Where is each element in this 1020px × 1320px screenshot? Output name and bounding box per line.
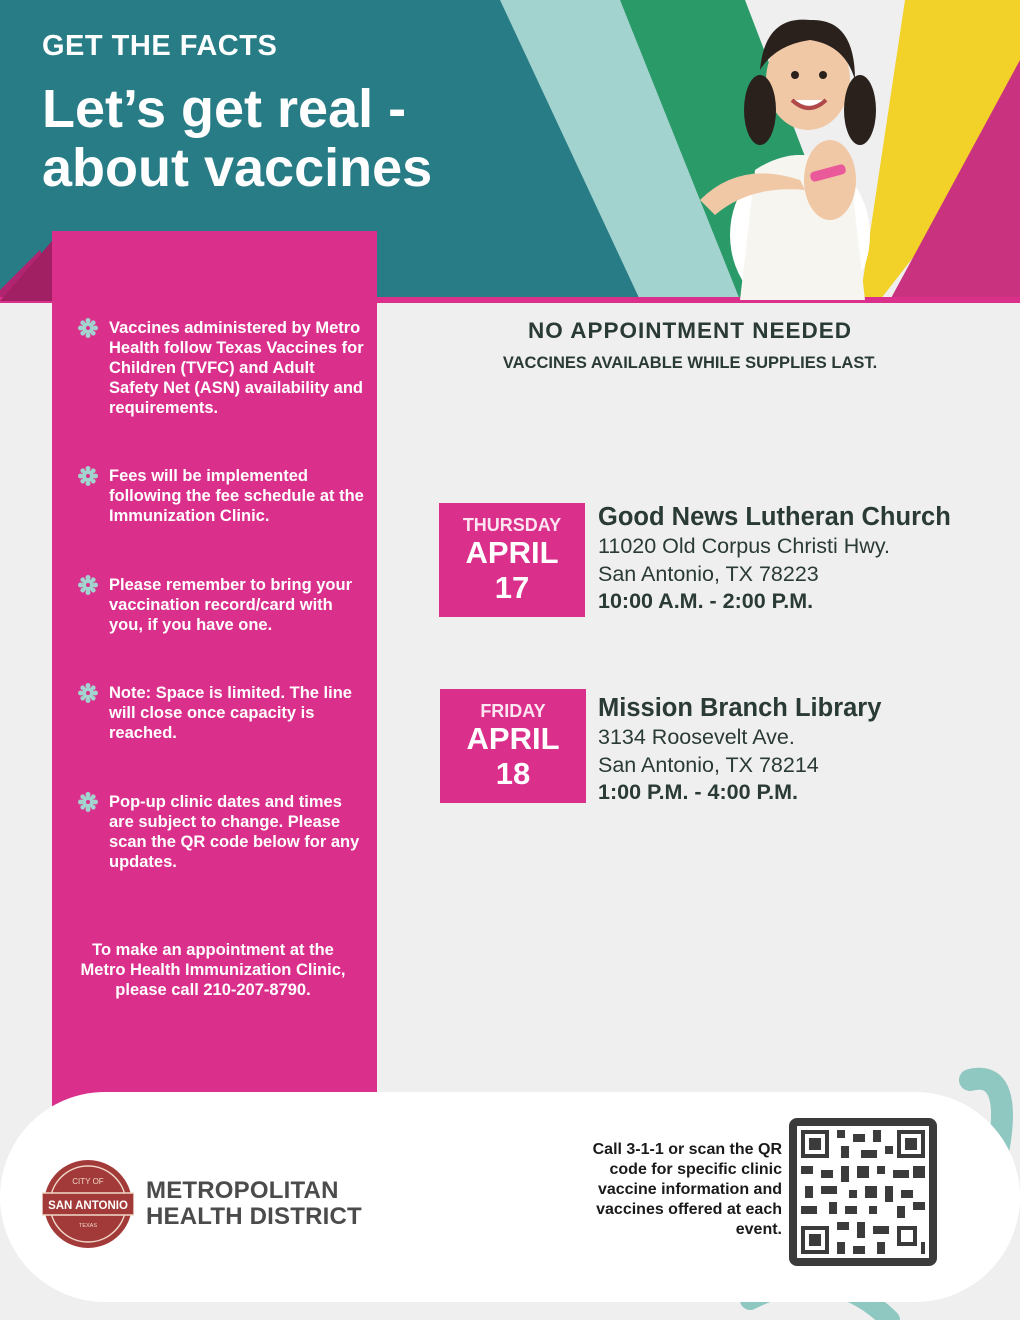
event-day: FRIDAY [480, 701, 546, 721]
org-line-1: METROPOLITAN [146, 1177, 339, 1204]
no-appointment-heading: NO APPOINTMENT NEEDED [528, 318, 852, 343]
bullet-text: Vaccines administered by Metro Health follow Texas Vaccines for Children (TVFC) and Adult Safety Net (ASN) availability and requirements. [109, 319, 364, 417]
appointment-note: To make an appointment at the Metro Health Immunization Clinic, please call 210-207-8790. [80, 941, 346, 999]
info-bullet [78, 575, 368, 635]
qr-code-icon[interactable] [789, 1118, 937, 1266]
event-day: THURSDAY [462, 515, 562, 535]
gear-bullet-icon [78, 466, 98, 486]
event-date: 18 [495, 756, 531, 791]
info-bullet [78, 683, 368, 743]
bullet-text: Note: Space is limited. The line will close once capacity is reached. [109, 684, 352, 742]
event-city: San Antonio, TX 78214 [598, 753, 819, 777]
gear-bullet-icon [78, 575, 98, 595]
bullet-text: Fees will be implemented following the fee schedule at the Immunization Clinic. [109, 467, 364, 525]
gear-bullet-icon [78, 792, 98, 812]
bullet-text: Please remember to bring your vaccination record/card with you, if you have one. [109, 576, 352, 634]
call-311-text: Call 3-1-1 or scan the QR code for specific clinic vaccine information and vaccines offered at each event. [592, 1141, 782, 1238]
event-time: 1:00 P.M. - 4:00 P.M. [598, 780, 798, 804]
eyebrow-heading: GET THE FACTS [42, 30, 278, 62]
page-title [42, 80, 562, 198]
supplies-subheading: VACCINES AVAILABLE WHILE SUPPLIES LAST. [502, 354, 878, 372]
event-city: San Antonio, TX 78223 [598, 562, 819, 586]
sidebar-fold [0, 231, 52, 301]
info-bullet [78, 792, 368, 872]
event-venue: Good News Lutheran Church [598, 503, 951, 531]
event-details [598, 502, 951, 614]
headline-line-2: about vaccines [42, 138, 433, 198]
event-month: APRIL [466, 721, 560, 756]
info-bullet [78, 318, 368, 418]
bullet-text: Pop-up clinic dates and times are subject to change. Please scan the QR code below for any updates. [109, 793, 360, 871]
gear-bullet-icon [78, 683, 98, 703]
svg-text:CITY OF: CITY OF [72, 1177, 104, 1186]
city-seal-logo [42, 1158, 134, 1250]
event-date-badge [439, 503, 585, 617]
headline-line-1: Let’s get real - [42, 79, 407, 139]
svg-text:TEXAS: TEXAS [78, 1223, 98, 1229]
girl-photo [660, 0, 900, 300]
event-date-badge [440, 689, 586, 803]
event-address: 11020 Old Corpus Christi Hwy. [598, 534, 890, 558]
info-bullet [78, 466, 368, 526]
org-name [146, 1178, 362, 1230]
event-month: APRIL [465, 535, 559, 570]
gear-bullet-icon [78, 318, 98, 338]
event-details [598, 693, 881, 805]
event-date: 17 [494, 570, 530, 605]
event-address: 3134 Roosevelt Ave. [598, 725, 795, 749]
event-venue: Mission Branch Library [598, 694, 882, 722]
svg-text:SAN ANTONIO: SAN ANTONIO [48, 1200, 128, 1212]
event-time: 10:00 A.M. - 2:00 P.M. [598, 589, 814, 613]
org-line-2: HEALTH DISTRICT [146, 1203, 362, 1230]
